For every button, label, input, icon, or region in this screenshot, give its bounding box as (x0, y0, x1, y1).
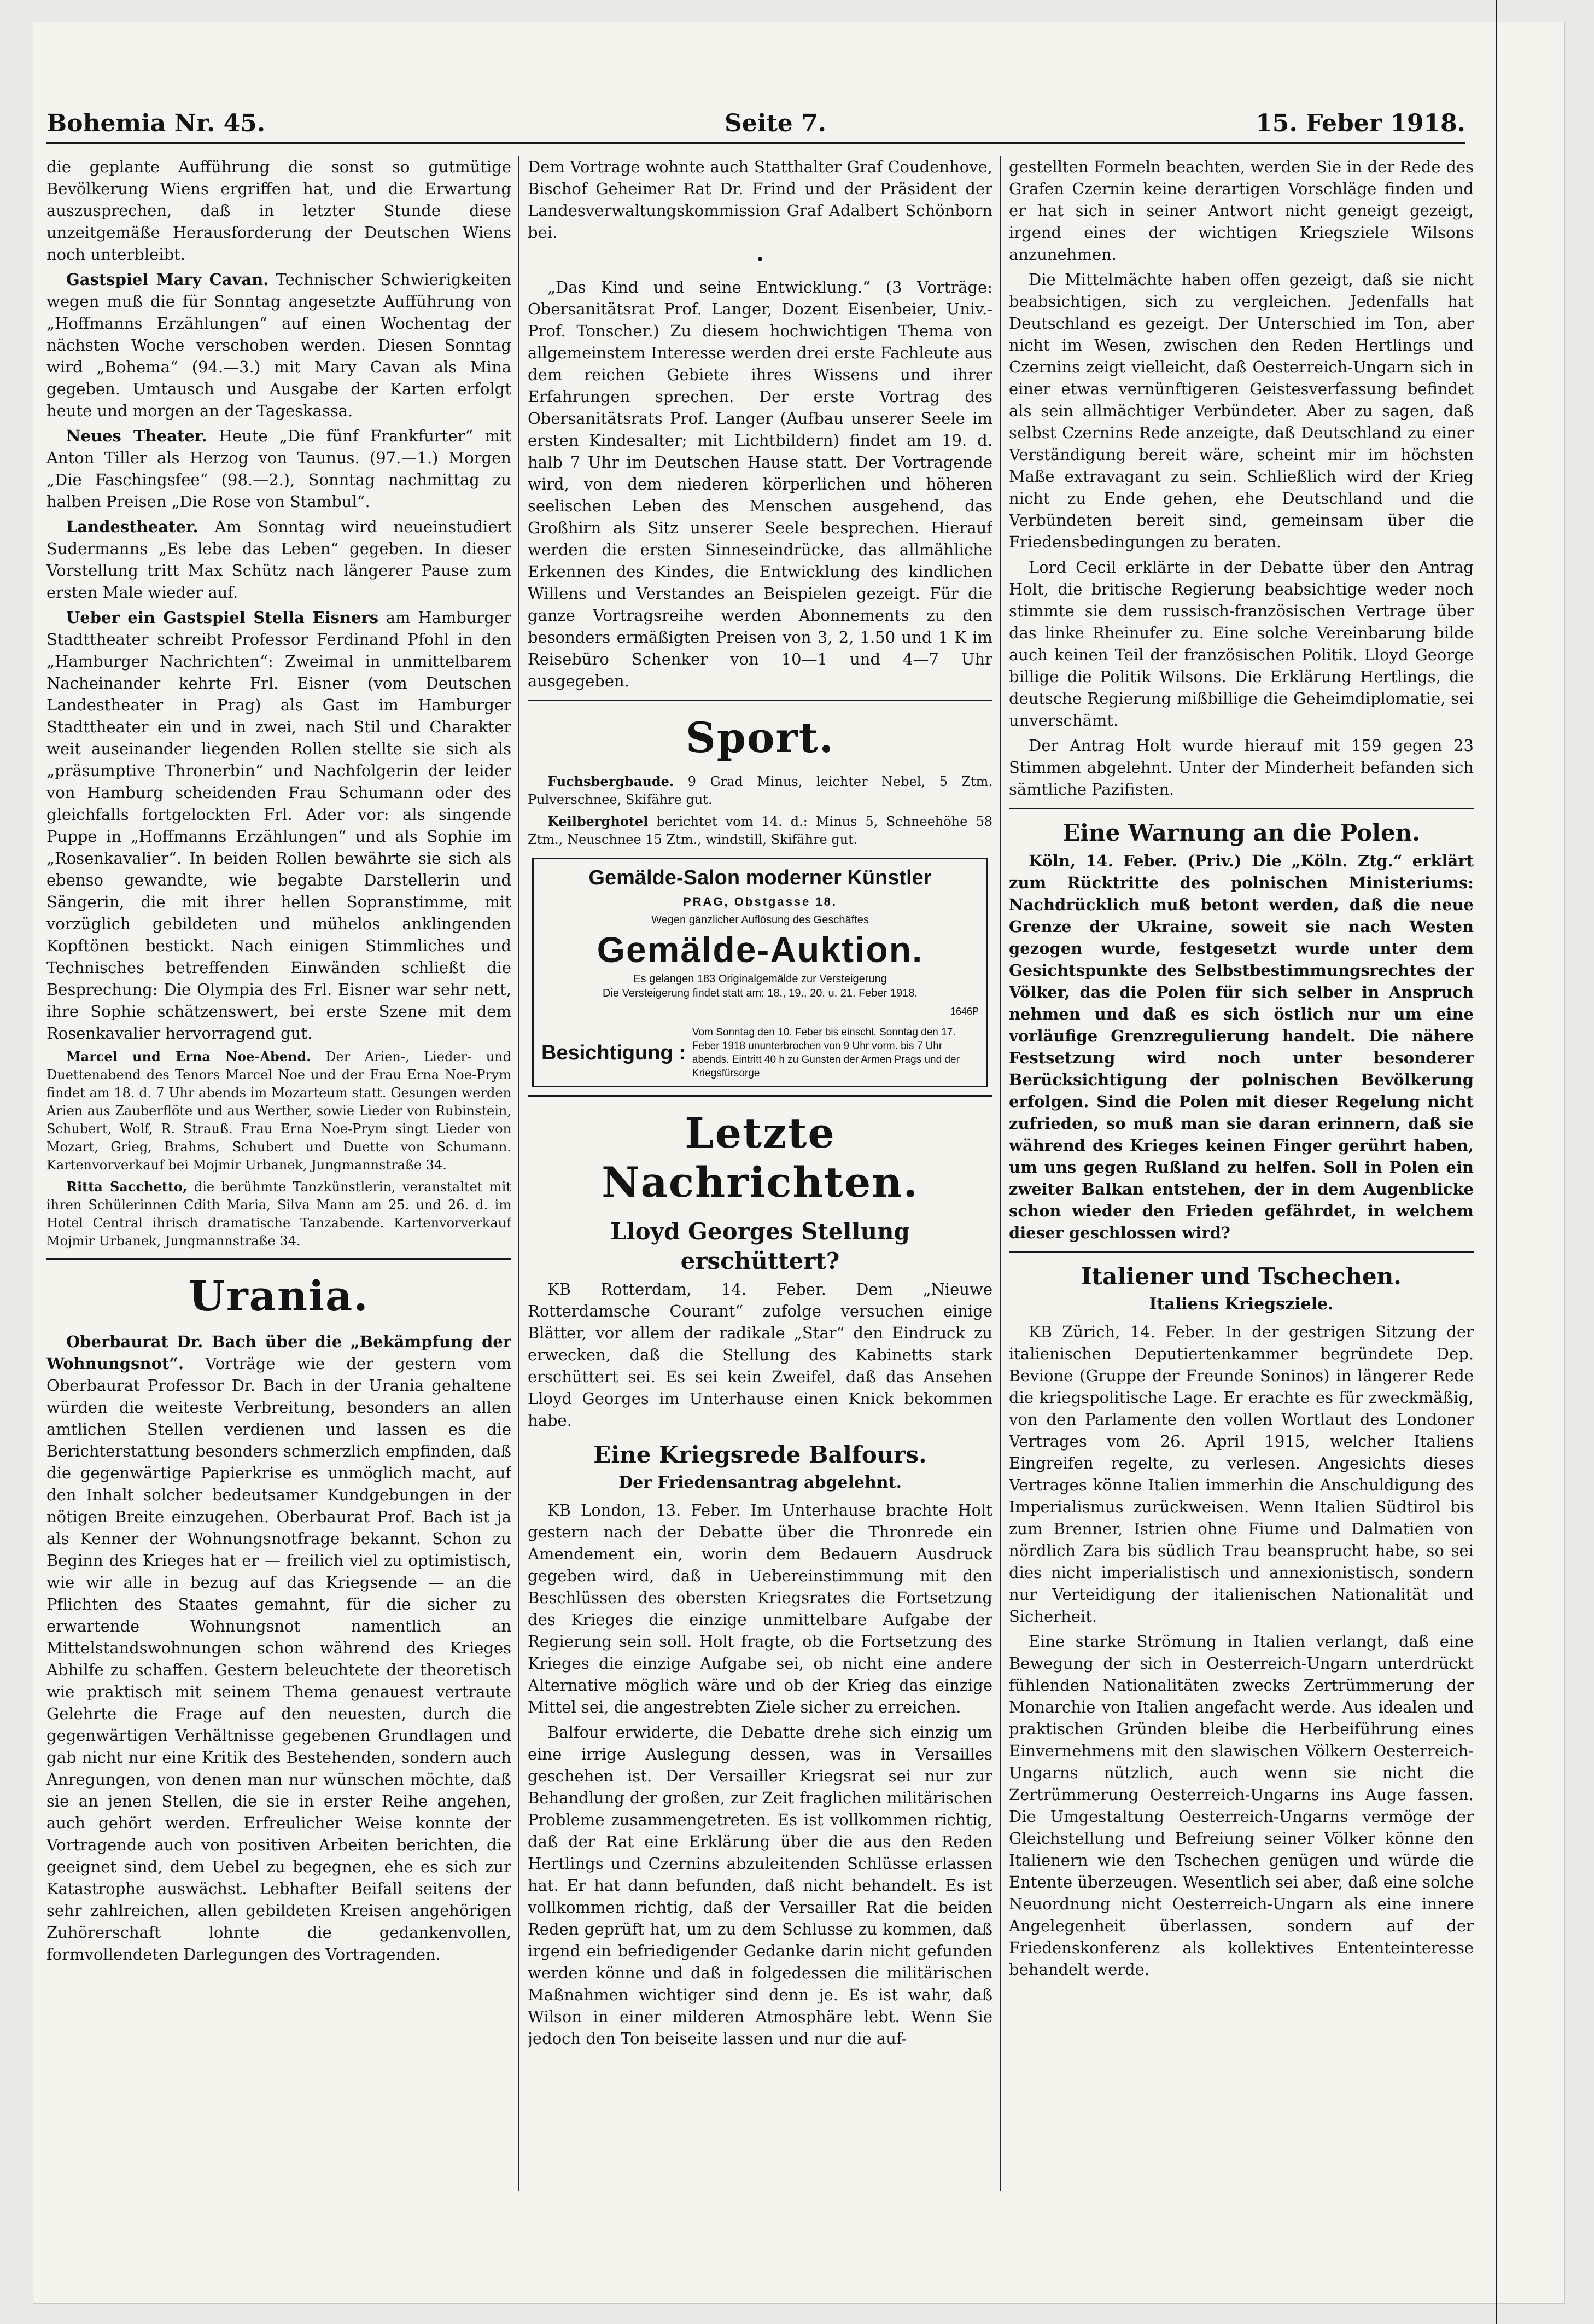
article-text: Vorträge wie der gestern vom Oberbaurat Professor Dr. Bach in der Urania gehaltene würden die weiteste Verbreitung, besonders an allen amtlichen Stellen verdienen und lassen es die Berichterstattung besonders schmerzlich empfinden, daß die gegenwärtige Papierkrise es unmöglich macht, auf den Inhalt solcher bedeutsamer Kundgebungen in der nötigen Breite einzugehen. Oberbaurat Prof. Bach ist ja als Kenner der Wohnungsnotfrage bekannt. Schon zu Beginn des Krieges hat er — freilich viel zu optimistisch, wie wir alle in bezug auf das Kriegsende — an die Pflichten des Staates gemahnt, für die sicher zu erwartende Wohnungsnot namentlich an Mittelstandswohnungen schon während des Krieges Abhilfe zu schaffen. Gestern beleuchtete der theoretisch wie praktisch mit seinem Thema genauest vertraute Gelehrte die Frage auf den neuesten, durch die gegenwärtigen Verhältnisse gegebenen Grundlagen und gab nicht nur eine Kritik des Bestehenden, sondern auch Anregungen, von denen man nur wünschen möchte, daß sie an jenen Stellen, die sie in erster Reihe angehen, auch gehört werden. Erfreulicher Weise konnte der Vortragende auch von positiven Arbeiten berichten, die geeignet sind, dem Uebel zu begegnen, ehe es sich zur Katastrophe auswächst. Lebhafter Beifall seitens der sehr zahlreichen, allen gebildeten Kreisen angehörigen Zuhörerschaft lohnte die gedankenvollen, formvollendeten Darlegungen des Vortragenden. (46, 1354, 511, 1964)
article-lead: Fuchsbergbaude. (547, 773, 674, 789)
article-paragraph (46, 425, 511, 512)
article-paragraph (46, 516, 511, 603)
article-text: Köln, 14. Feber. (Priv.) Die „Köln. Ztg.“ erklärt zum Rücktritte des polnischen Ministeriums: Nachdrücklich muß betont werden, daß die neue Grenze der Ukraine, soweit sie nach Westen gezogen wurde, festgesetzt wurde unter dem Gesichtspunkte des Selbstbestimmungsrechtes der Völker, das die Polen für sich selber in Anspruch nehmen und daß es sich östlich nur um eine vorläufige Grenzregulierung handelt. Die nähere Festsetzung wird noch unter besonderer Berücksichtigung der polnischen Bevölkerung erfolgen. Sind die Polen mit dieser Regelung nicht zufrieden, so muß man sie daran erinnern, daß sie während des Krieges keinen Finger gerührt haben, um uns gegen Rußland zu helfen. Soll in Polen ein zweiter Balkan entstehen, der in dem Augenblicke schon wieder den Frieden gefährdet, in welchem dieser geschlossen wird? (1009, 852, 1474, 1242)
article-text: „Das Kind und seine Entwicklung.“ (3 Vorträge: Obersanitätsrat Prof. Langer, Dozent Eisenbeier, Univ.-Prof. Tonscher.) Zu diesem hochwichtigen Thema von allgemeinstem Interesse werden drei erste Fachleute aus dem reichen Gebiete ihres Wissens und ihrer Erfahrungen sprechen. Der erste Vortrag des Obersanitätsrats Prof. Langer (Aufbau unserer Seele im ersten Kindesalter; mit Lichtbildern) findet am 19. d. halb 7 Uhr im Deutschen Hause statt. Der Vortragende wird, von dem niederen körperlichen und höheren seelischen Leben des Menschen ausgehend, das Großhirn als Sitz unserer Seele besprechen. Hierauf werden die ersten Sinneseindrücke, das allmähliche Erkennen des Kindes, die Entwicklung des kindlichen Willens und Verstandes an Beispielen gezeigt. Für die ganze Vortragsreihe werden Abonnements zu den besonders ermäßigten Preisen von 3, 2, 1.50 und 1 K im Reisebüro Schenker von 10—1 und 4—7 Uhr ausgegeben. (528, 278, 992, 690)
page-header (46, 104, 1465, 144)
article-text: KB Zürich, 14. Feber. In der gestrigen Sitzung der italienischen Deputiertenkammer begründete Dep. Bevione (Gruppe der Freunde Soninos) in längerer Rede die kriegspolitische Lage. Er erachte es für zweckmäßig, von den Parlamente den vollen Wortlaut des Londoner Vertrages vom 26. April 1915, welcher Italiens Eingreifen regelte, zu verlesen. Angesichts dieses Vertrages könne Italien immerhin die Anschuldigung des Imperialismus zurückweisen. Wenn Italien Südtirol bis zum Brenner, Istrien ohne Fiume und Dalmatien von nördlich Zara bis südlich Trau beansprucht habe, so sei dies nicht imperialistisch und annexionistisch, sondern nur Verteidigung der italienischen Nationalität und Sicherheit. (1009, 1323, 1474, 1626)
ad-viewing-label: Besichtigung : (541, 1041, 686, 1064)
article-paragraph (46, 1047, 511, 1174)
headline-italiener: Italiener und Tschechen. (1081, 1263, 1402, 1290)
article-lead: Ritta Sacchetto, (66, 1179, 188, 1195)
headline-balfour: Eine Kriegsrede Balfours. (593, 1441, 927, 1468)
article-text: Am Sonntag wird neueinstudiert Sudermanns „Es lebe das Leben“ gegeben. In dieser Vorstellung tritt Max Schütz nach längerer Pause zum ersten Male wieder auf. (46, 517, 511, 602)
article-text: KB Rotterdam, 14. Feber. Dem „Nieuwe Rotterdamsche Courant“ zufolge versuchen einige Blätter, vor allem der radikale „Star“ den Eindruck zu erwecken, daß die Stellung des Kabinetts stark erschüttert sei. Es sei kein Zweifel, daß das Ansehen Lloyd Georges im Unterhause einen Knick bekommen habe. (528, 1280, 992, 1430)
subheadline-balfour: Der Friedensantrag abgelehnt. (618, 1473, 902, 1492)
article-text: 9 Grad Minus, leichter Nebel, 5 Ztm. Pulverschnee, Skifähre gut. (528, 774, 992, 807)
article-text: am Hamburger Stadttheater schreibt Professor Ferdinand Pfohl in den „Hamburger Nachrichten“: Zweimal in unmittelbarem Nacheinander kehrte Frl. Eisner (vom Deutschen Landestheater in Prag) als Gast im Hamburger Stadttheater ein und in zwei, nach Stil und Charakter weit auseinander liegenden Rollen stellte sie sich als „präsumptive Thronerbin“ und Nachfolgerin der leider von Hamburg scheidenden Frau Schumann oder des gleichfalls fortgelockten Frl. Ader vor: als singende Puppe in „Hoffmanns Erzählungen“ und als Sophie im „Rosenkavalier“. In beiden Rollen bewährte sie sich als ebenso gewandte, wie begabte Darstellerin und Sängerin, die mit ihrer hellen Sopranstimme, mit vorzüglich gebildeten und mühelos anklingenden Kopftönen bestickt. Nach einigen Stimmliches und Technisches betreffenden Einwänden schließt die Besprechung: Die Olympia des Frl. Eisner war sehr nett, ihre Sophie schätzenswert, bei erste Szene mit dem Rosenkavalier hervorragend gut. (46, 608, 511, 1042)
ad-salon-name: Gemälde-Salon moderner Künstler (588, 866, 932, 889)
ad-address: PRAG, Obstgasse 18. (683, 895, 837, 908)
ad-reason: Wegen gänzlicher Auflösung des Geschäftes (651, 914, 869, 926)
header-page-number: Seite 7. (725, 109, 827, 137)
article-paragraph (46, 269, 511, 422)
article-lead: Neues Theater. (66, 427, 207, 445)
column-2 (528, 156, 992, 2191)
article-paragraph (46, 607, 511, 1044)
ad-details: Es gelangen 183 Originalgemälde zur Versteigerung (633, 973, 887, 985)
ad-dates: Die Versteigerung findet statt am: 18., 19., 20. u. 21. Feber 1918. (603, 987, 918, 999)
article-lead: Oberbaurat Dr. Bach über die „Bekämpfung der Wohnungsnot“. (46, 1332, 511, 1373)
headline-polen: Eine Warnung an die Polen. (1062, 819, 1420, 846)
page-edge-rule (1496, 0, 1497, 2324)
ad-viewing (541, 1026, 979, 1080)
article-text: Technischer Schwierigkeiten wegen muß die für Sonntag angesetzte Aufführung von „Hoffmanns Erzählungen“ auf einen Wochentag der nächsten Woche verschoben werden. Diesen Sonntag wird „Bohema“ (94.—3.) mit Mary Cavan als Mina gegeben. Umtausch und Ausgabe der Karten erfolgt heute und morgen an der Tageskassa. (46, 270, 511, 420)
ad-viewing-text: Vom Sonntag den 10. Feber bis einschl. Sonntag den 17. Feber 1918 ununterbrochen von 9 Uhr vorm. bis 7 Uhr abends. Eintritt 40 h zu Gunsten der Armen Prags und der Kriegsfürsorge (692, 1027, 960, 1079)
article-lead: Ueber ein Gastspiel Stella Eisners (66, 608, 379, 627)
section-rule (528, 700, 992, 701)
section-title-sport: Sport. (685, 713, 835, 762)
article-paragraph (46, 1331, 511, 1965)
article-lead: Landestheater. (66, 517, 198, 536)
column-3 (1009, 156, 1474, 2191)
headline-lloyd-george: Lloyd Georges Stellung erschüttert? (610, 1218, 910, 1274)
sport-report (528, 772, 992, 809)
article-text: Lord Cecil erklärte in der Debatte über den Antrag Holt, die britische Regierung beabsichtige weder noch stimmte sie dem russisch-französischen Vertrage über das linke Rheinufer zu. Eine solche Vereinbarung bilde auch keinen Teil der französischen Politik. Lloyd George billige die Politik Wilsons. Die Erklärung Hertlings, die deutsche Regierung mißbillige die Geheimdiplomatie, sei unverschämt. (1009, 558, 1474, 730)
header-issue: Bohemia Nr. 45. (46, 109, 266, 137)
article-text: Heute „Die fünf Frankfurter“ mit Anton Tiller als Herzog von Taunus. (97.—1.) Morgen „Die Faschingsfee“ (98.—2.), Sonntag nachmittag zu halben Preisen „Die Rose von Stambul“. (46, 427, 511, 511)
article-text: berichtet vom 14. d.: Minus 5, Schneehöhe 58 Ztm., Neuschnee 15 Ztm., windstill, Skifähre gut. (528, 814, 992, 847)
section-rule (1009, 1251, 1474, 1253)
article-text: die geplante Aufführung die sonst so gutmütige Bevölkerung Wiens ergriffen hat, und die Erwartung auszusprechen, daß in letzter Stunde diese unzeitgemäße Herausforderung der Deutschen Wiens noch unterbleibt. (46, 158, 511, 264)
article-lead: Marcel und Erna Noe-Abend. (66, 1049, 311, 1064)
sport-report (528, 812, 992, 849)
separator-dot: • (755, 251, 765, 269)
subheadline-italiener: Italiens Kriegsziele. (1149, 1295, 1334, 1314)
article-paragraph (46, 1178, 511, 1250)
article-text: Die Mittelmächte haben offen gezeigt, daß sie nicht beabsichtigen, sich zu vergleichen. Jedenfalls hat Deutschland es gezeigt. Der Unterschied im Ton, aber nicht im Wesen, zwischen den Reden Hertlings und Czernins zeigt vielleicht, daß Oesterreich-Ungarn sich in einer etwas vernünftigeren Geistesverfassung befindet als sein allmächtiger Verbündeter. Aber zu sagen, daß selbst Czernins Rede anzeigte, daß Deutschland zu einer Verständigung bereit wäre, scheint mir im höchsten Maße extravagant zu sein. Schließlich wird der Krieg nicht zu Ende gehen, ehe Deutschland und die Verbündeten bereit sind, gemeinsam über die Friedensbedingungen zu beraten. (1009, 270, 1474, 551)
section-title-latest-news: Letzte Nachrichten. (602, 1109, 919, 1207)
article-text: gestellten Formeln beachten, werden Sie in der Rede des Grafen Czernin keine derartigen Vorschläge finden und er hat sich in seiner Antwort nicht geneigt gezeigt, irgend eines der wichtigen Kriegsziele Wilsons anzunehmen. (1009, 158, 1474, 264)
section-rule (46, 1258, 511, 1260)
column-divider (1000, 156, 1001, 2191)
article-text: Der Antrag Holt wurde hierauf mit 159 gegen 23 Stimmen abgelehnt. Unter der Minderheit befanden sich sämtliche Pazifisten. (1009, 736, 1474, 799)
advertisement-auction (532, 858, 988, 1087)
article-lead: Gastspiel Mary Cavan. (66, 270, 269, 289)
column-divider (518, 156, 519, 2191)
article-lead: Keilberghotel (547, 813, 649, 829)
article-text: Balfour erwiderte, die Debatte drehe sich einzig um eine irrige Auslegung dessen, was in Versailles geschehen ist. Der Versailler Kriegsrat sei nur zur Behandlung der großen, zur Zeit fraglichen militärischen Probleme zusammengetreten. Es ist vollkommen richtig, daß der Rat eine Erklärung über die aus den Reden Hertlings und Czernins abzuleitenden Schlüsse erlassen hat. Er hat dann befunden, daß nicht behandelt. Es ist vollkommen richtig, daß der Versailler Rat die beiden Reden geprüft hat, um zu dem Schlusse zu kommen, daß irgend ein befriedigender Gedanke darin nicht gefunden werden könne und daß in folgedessen die militärischen Maßnahmen wichtiger sind denn je. Es ist wahr, daß Wilson in einer milderen Atmosphäre lebt. Wenn Sie jedoch den Ton beiseite lassen und nur die auf- (528, 1723, 992, 2048)
section-title-urania: Urania. (189, 1272, 369, 1320)
ad-headline: Gemälde-Auktion. (597, 929, 924, 970)
section-rule (1009, 808, 1474, 809)
header-date: 15. Feber 1918. (1256, 109, 1465, 137)
article-text: die berühmte Tanzkünstlerin, veranstaltet mit ihren Schülerinnen Cdith Maria, Silva Mann am 25. und 26. d. im Hotel Central ihrisch dramatische Tanzabende. Kartenvorverkauf Mojmir Urbanek, Jungmannstraße 34. (46, 1179, 511, 1249)
column-1 (46, 156, 511, 2191)
article-text: KB London, 13. Feber. Im Unterhause brachte Holt gestern nach der Debatte über die Thronrede ein Amendement ein, worin dem Bedauern Ausdruck gegeben wird, daß in Uebereinstimmung mit den Beschlüssen des obersten Kriegsrates die Fortsetzung des Krieges die einzige unmittelbare Aufgabe der Regierung sein soll. Holt fragte, ob die Fortsetzung des Krieges die einzige Aufgabe sei, ob nicht eine andere Alternative möglich wäre und ob der Krieg das einzige Mittel sei, die angestrebten Ziele sicher zu erreichen. (528, 1501, 992, 1716)
article-text: Der Arien-, Lieder- und Duettenabend des Tenors Marcel Noe und der Frau Erna Noe-Prym findet am 18. d. 7 Uhr abends im Mozarteum statt. Gesungen werden Arien aus Zauberflöte und aus Werther, sowie Lieder von Rubinstein, Schubert, Wolf, R. Strauß. Frau Erna Noe-Prym singt Lieder von Mozart, Grieg, Brahms, Schubert und Duette von Schumann. Kartenvorverkauf bei Mojmir Urbanek, Jungmannstraße 34. (46, 1049, 511, 1173)
article-text: Dem Vortrage wohnte auch Statthalter Graf Coudenhove, Bischof Geheimer Rat Dr. Frind und der Präsident der Landesverwaltungskommission Graf Adalbert Schönborn bei. (528, 158, 992, 242)
article-text: Eine starke Strömung in Italien verlangt, daß eine Bewegung der sich in Oesterreich-Ungarn unterdrückt fühlenden Nationalitäten zwecks Zertrümmerung der Monarchie von Italien angefacht werde. Aus idealen und praktischen Gründen bleibe die Herbeiführung eines Einvernehmens mit den slawischen Völkern Oesterreich-Ungarns nützlich, auch wenn sie nicht die Zertrümmerung Oesterreich-Ungarns ins Auge fassen. Die Umgestaltung Oesterreich-Ungarns vermöge der Gleichstellung und Befreiung seiner Völker könne den Italienern wie den Tschechen genügen und würde die Entente überzeugen. Wesentlich sei aber, daß eine solche Neuordnung nicht Oesterreich-Ungarn als eine innere Angelegenheit überlassen, sondern auf der Friedenskonferenz als kollektives Ententeinteresse behandelt werde. (1009, 1632, 1474, 1979)
section-rule (528, 1095, 992, 1097)
ad-code: 1646P (950, 1006, 979, 1017)
